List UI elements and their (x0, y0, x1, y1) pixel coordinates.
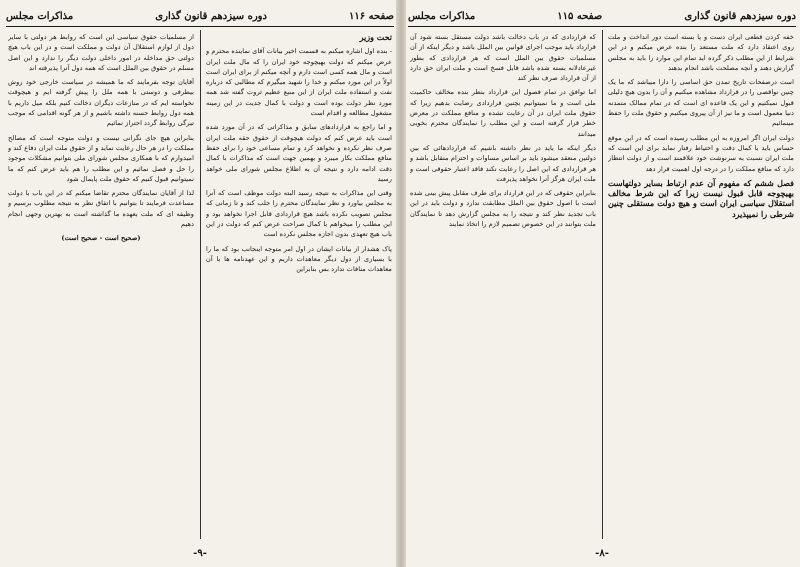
paragraph: بنابراین هیچ جای نگرانی نیست و دولت متوجه است که مصالح مملکت را در هر حال رعایت نماید و از حقوق ملت ایران دفاع کند و امیدوارم که با همکاری مجلس شورای ملی بتوانیم مشکلات موجود را حل و فصل نمائیم و این مطلب را هم باید عرض کنم که ما نمیتوانیم قبول کنیم که حقوق ملت پایمال شود (8, 133, 194, 183)
paragraph: از مسلمیات حقوق سیاسی این است که روابط هر دولتی با سایر دول از لوازم استقلال آن دولت و مملکت است و در این باب هیچ دولتی حق مداخله در امور داخلی دولت دیگر را ندارد و این اصل مسلم در حقوق بین الملل است که همه دول آنرا پذیرفته اند (8, 33, 194, 72)
folio-number: -۹- (193, 548, 207, 559)
column-divider (200, 30, 201, 539)
text-column-left (410, 32, 596, 539)
running-header (6, 8, 394, 24)
folio-number: -۸- (595, 548, 609, 559)
audience-response: (صحیح است - صحیح است) (61, 234, 141, 243)
paragraph: وقتی این مذاکرات به نتیجه رسید البته دولت موظف است که آنرا به مجلس بیاورد و نظر نمایندگان محترم را جلب کند و تا زمانی که مجلس تصویب نکرده باشد هیچ قراردادی قابل اجرا نخواهد بود و این مطلب را میخواهم با کمال صراحت عرض کنم که دولت در این باب هیچ تعهدی بدون اجازه مجلس نکرده است (206, 189, 392, 239)
header-rule (408, 26, 796, 27)
paragraph: - بنده اول اشاره میکنم به قسمت اخیر بیانات آقای نماینده محترم و عرض میکنم که دولت بهیچوجه خود ایران را که مال ملت ایران است و مال همه کسی است دارم و آنچه میکنم از برای ایران است اولاً در این مورد میکنم و خدا را شهید میگیرم که مطالبی که درباره نفت و استفاده ملت ایران از این منبع عظیم ثروت گفته شد همه مورد نظر دولت بوده است و دولت با کمال جدیت در این زمینه مشغول مطالعه و اقدام است (206, 47, 392, 118)
header-page-number: صفحه ۱۱۶ (349, 10, 394, 22)
page-116 (6, 6, 394, 561)
text-column-right (608, 32, 794, 539)
book-gutter (396, 0, 406, 567)
paragraph: لذا از آقایان نمایندگان محترم تقاضا میکنم که در این باب با دولت مساعدت فرمایند تا بتوانیم با اتفاق نظر به نتیجه مطلوب برسیم و وظیفه ای که ملت بعهده ما گذاشته است به بهترین وجهی انجام دهیم (8, 189, 194, 229)
header-page-number: صفحه ۱۱۵ (557, 10, 603, 22)
text-column-right (206, 32, 392, 539)
speaker-heading: تحت وزیر (359, 32, 392, 42)
paragraph: اما توافق در تمام فصول این قرارداد بنظر بنده مخالف حاکمیت ملی است و ما نمیتوانیم بچنین قراردادی رضایت بدهیم زیرا که حقوق ملت ایران در آن رعایت نشده و منافع مملکت در معرض خطر قرار گرفته است و این مطلب را نمایندگان محترم بخوبی میدانند (410, 88, 596, 138)
paragraph: دولت ایران اگر امروزه به این مطلب رسیده است که در این موقع حساس باید با کمال دقت و احتیاط رفتار نماید برای این است که ملت ایران نسبت به سرنوشت خود علاقمند است و از دولت انتظار دارد که منافع مملکت را در درجه اول اهمیت قرار دهد (608, 133, 794, 173)
paragraph: که قراردادی که در باب دخالت باشد دولت مستقل بسته شود آن قرارداد باید موجب اجرای قوانین بین الملل باشد و دیگر اینکه از آن مسلمیات حقوق بین الملل است که هر قراردادی که بطور غیرعادلانه بسته شده باشد قابل فسخ است و ملت ایران حق دارد از آن قرارداد صرف نظر کند (410, 33, 596, 83)
running-header (408, 8, 796, 24)
paragraph: آقایان توجه بفرمایند که ما همیشه در سیاست خارجی خود روش بیطرفی و دوستی با همه ملل را پیش گرفته ایم و هیچوقت نخواسته ایم که در منازعات دیگران دخالت کنیم بلکه میل داریم با همه دول روابط حسنه داشته باشیم و از هر گونه اقدامی که موجب تیرگی روابط گردد احتراز نمائیم (8, 78, 194, 128)
page-115 (408, 6, 796, 561)
header-rule (6, 26, 394, 27)
paragraph: بنابراین حقوقی که در این قرارداد برای طرف مقابل پیش بینی شده است با اصول حقوق بین الملل مطابقت ندارد و دولت باید در این باب تجدید نظر کند و نتیجه را به مجلس گزارش دهد تا نمایندگان ملت بتوانند در این خصوص تصمیم لازم را اتخاذ نمایند (410, 189, 596, 229)
paragraph: دیگر اینکه ما باید در نظر داشته باشیم که قراردادهائی که بین دولتین منعقد میشود باید بر اساس مساوات و احترام متقابل باشد و هر قراردادی که این اصل را رعایت نکند فاقد اعتبار حقوقی است و ملت ایران هرگز آنرا نخواهد پذیرفت (410, 143, 596, 183)
speaker-heading: فصل ششم که مفهوم آن عدم ارتباط بسایر دولتهاست بهیچوجه قابل قبول نیست زیرا که این شرط مخالف استقلال سیاسی ایران است و هیچ دولت مستقلی چنین شرطی را نمیپذیرد (608, 177, 794, 219)
column-divider (602, 30, 603, 539)
header-proceedings: مذاکرات مجلس (408, 10, 476, 22)
header-session: دوره سیزدهم قانون گذاری (684, 10, 796, 22)
paragraph: و اما راجع به قراردادهای سابق و مذاکراتی که در آن مورد شده است باید عرض کنم که دولت هیچوقت از حقوق حقه ملت ایران صرف نظر نکرده و نخواهد کرد و تمام مساعی خود را برای حفظ منافع مملکت بکار میبرد و بهمین جهت است که مذاکرات با کمال دقت ادامه دارد و نتیجه آن به اطلاع مجلس شورای ملی خواهد رسید (206, 123, 392, 183)
header-session: دوره سیزدهم قانون گذاری (155, 10, 267, 22)
paragraph: پاک هشدار از بیانات ایشان در اول امر متوجه اینجانب بود که ما را با بسیاری از دول دیگر معاهدات داریم و این عهدنامه ها با آن معاهدات منافات ندارد بس بنابراین (206, 244, 392, 274)
paragraph: خفه کردن قطعی ایران دست و پا بسته است دور انداخت و ملت روی اعتقاد دارد که ملت مستعد را بنده عرض ميكنم و در این شرایط از این مطلب ذکر گرده اید تمام این موارد را باید به مجلس گزارش دهند و آنچه مصلحت باشد انجام بدهند (608, 33, 794, 72)
paragraph: است درصفحات تاریخ تمدن حق اساسی را دارا میباشد که ما یک چنین نواقصی را در قرارداد مشاهده میکنیم و آن را بدون هیچ دلیلی قبول نمیکنیم و این یک قاعده ای است که در تمام ممالک متمدنه دنیا معمول است و ما نیز از آن پیروی میکنیم و حقوق ملت را حفظ مینمائیم (608, 78, 794, 128)
header-proceedings: مذاکرات مجلس (6, 10, 74, 22)
text-column-left (8, 32, 194, 539)
